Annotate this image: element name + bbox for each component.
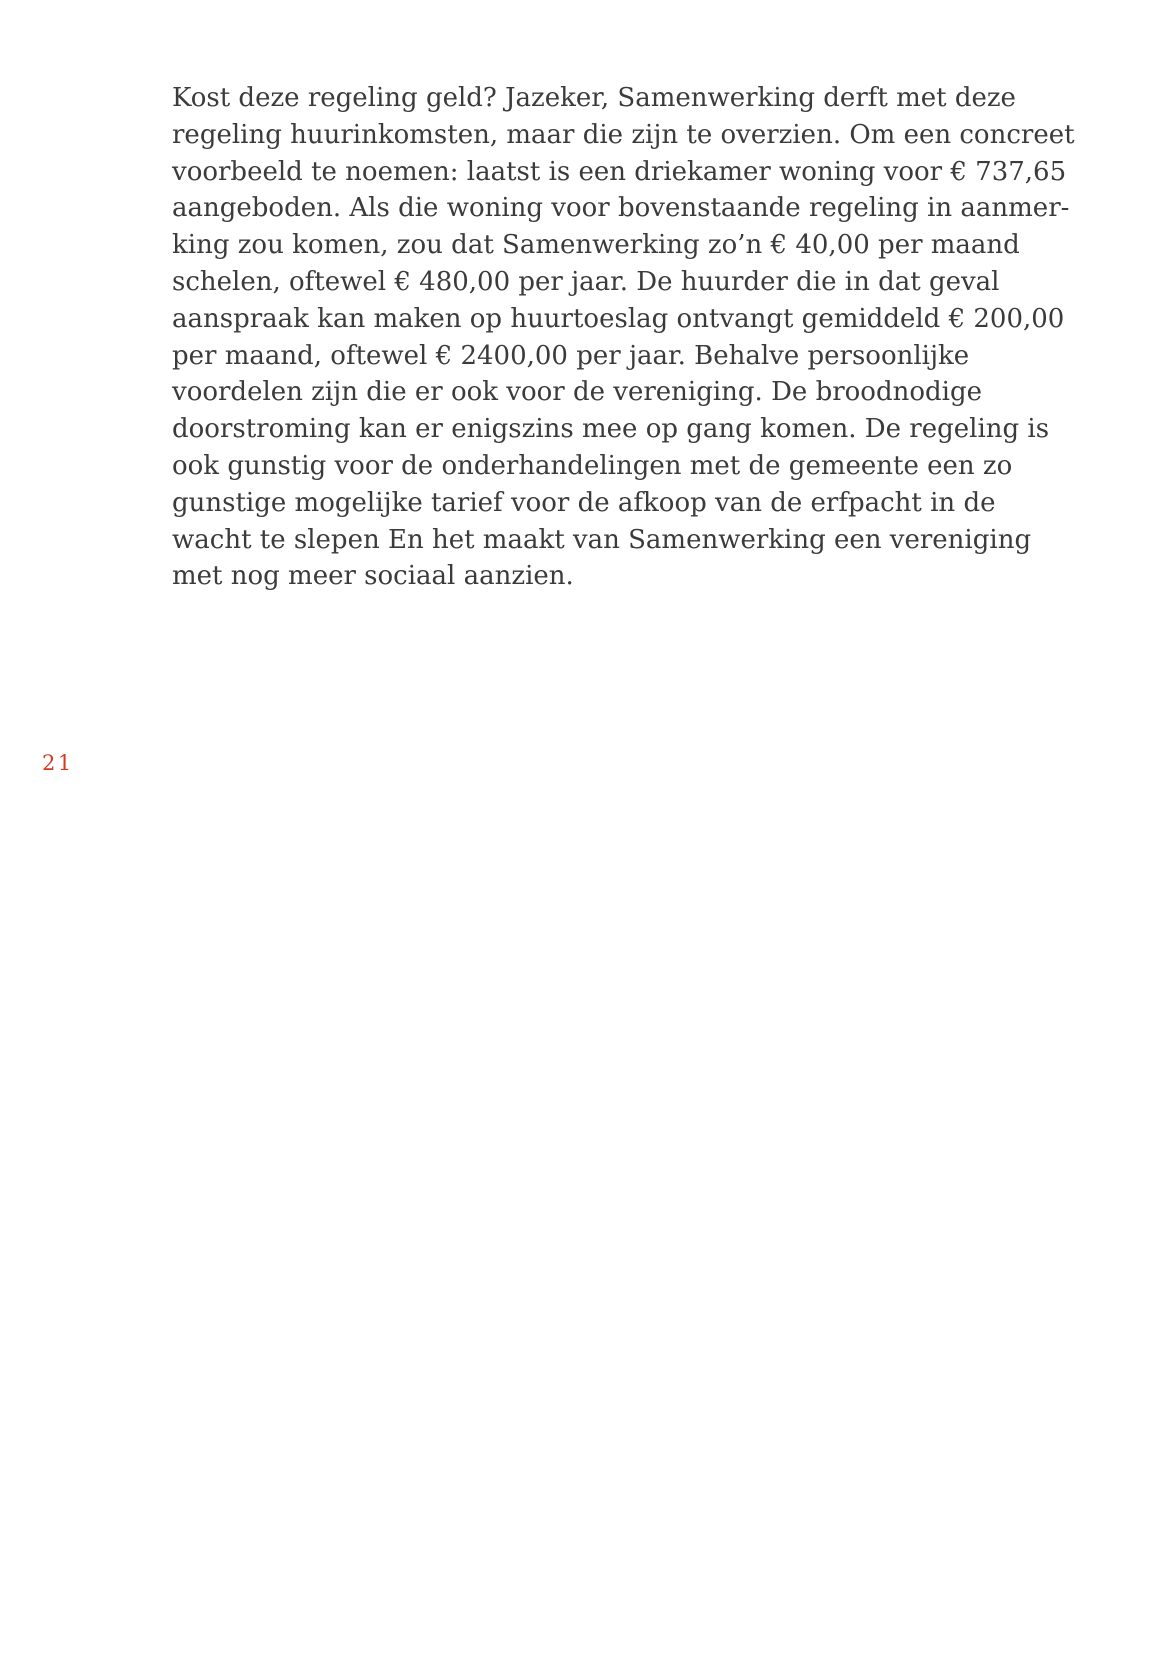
text-line: Kost deze regeling geld? Jazeker, Samenwerking derft met deze [172, 83, 1016, 113]
text-line: doorstroming kan er enigszins mee op gang komen. De regeling is [172, 414, 1050, 445]
text-line: voordelen zijn die er ook voor de vereniging. De broodnodige [172, 377, 982, 408]
text-line: voorbeeld te noemen: laatst is een driekamer woning voor € 737,65 [172, 156, 1067, 187]
text-line: ook gunstig voor de onderhandelingen met de gemeente een zo [172, 450, 1013, 481]
text-line: wacht te slepen En het maakt van Samenwerking een vereniging [172, 524, 1032, 555]
text-line: per maand, oftewel € 2400,00 per jaar. Behalve persoonlijke [172, 340, 970, 371]
body-text [172, 80, 1075, 595]
text-line: met nog meer sociaal aanzien. [172, 561, 574, 592]
text-line: schelen, oftewel € 480,00 per jaar. De huurder die in dat geval [172, 266, 1000, 297]
page-number-label: 21 [42, 751, 74, 775]
text-line: regeling huurinkomsten, maar die zijn te overzien. Om een concreet [172, 119, 1075, 150]
text-line: aanspraak kan maken op huurtoeslag ontvangt gemiddeld € 200,00 [172, 303, 1065, 334]
text-line: king zou komen, zou dat Samenwerking zo’n € 40,00 per maand [172, 230, 1020, 261]
text-line: aangeboden. Als die woning voor bovenstaande regeling in aanmer- [172, 193, 1070, 224]
text-line: gunstige mogelijke tarief voor de afkoop van de erfpacht in de [172, 487, 996, 518]
